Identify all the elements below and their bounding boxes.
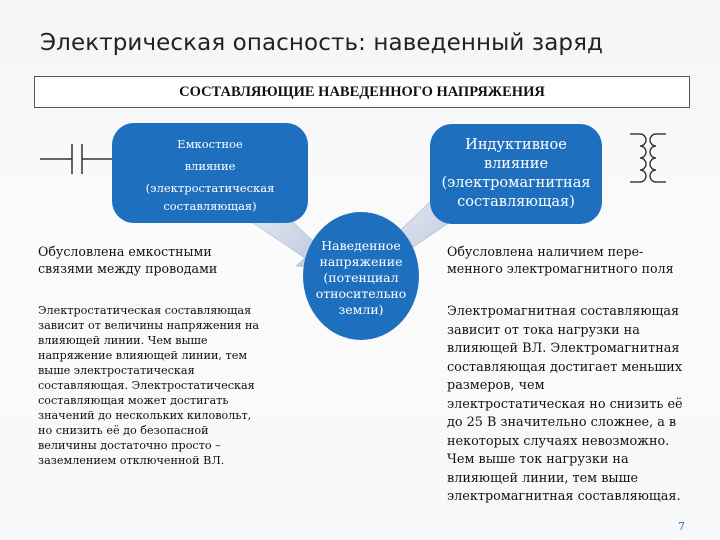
text-line: значений до нескольких киловольт, (38, 409, 252, 422)
inductor-icon (630, 134, 666, 182)
text-line: менного электромагнитного поля (447, 261, 674, 276)
induced-voltage-box (303, 212, 419, 340)
capacitive-line: влияние (184, 159, 236, 173)
inductive-line: Индуктивное (465, 137, 567, 153)
capacitive-cause-text (38, 243, 288, 277)
text-line: составляющая может достигать (38, 394, 229, 407)
electromagnetic-description (447, 303, 709, 507)
text-line: Электромагнитная составляющая (447, 304, 680, 319)
text-line: до 25 В значительно сложнее, а в (447, 415, 677, 430)
text-line: Обусловлена наличием пере- (447, 244, 644, 259)
induced-line: Наведенное (321, 238, 401, 253)
text-line: электростатическая но снизить её (447, 396, 683, 412)
text-line: влияющей ВЛ. Электромагнитная (447, 341, 680, 356)
inductive-influence-box (430, 124, 602, 224)
text-line: некоторых случаях невозможно. (447, 433, 670, 449)
page-number: 7 (678, 520, 685, 533)
capacitive-line: (электростатическая (145, 181, 275, 195)
text-line: зависит от тока нагрузки на (447, 322, 640, 338)
text-line: Электростатическая составляющая (38, 304, 252, 317)
text-line: зависит от величины напряжения на (38, 319, 260, 332)
electrostatic-description (38, 303, 288, 468)
text-line: выше электростатическая (38, 364, 195, 377)
header-label: СОСТАВЛЯЮЩИЕ НАВЕДЕННОГО НАПРЯЖЕНИЯ (179, 83, 545, 100)
induced-line: относительно (315, 286, 407, 301)
text-line: составляющая достигает меньших (447, 359, 683, 375)
induced-line: напряжение (319, 254, 403, 269)
text-line: влияющей линии. Чем выше (38, 334, 208, 347)
induced-line: (потенциал (323, 270, 399, 285)
text-line: связями между проводами (38, 261, 218, 276)
text-line: составляющая. Электростатическая (38, 379, 255, 392)
text-line: размеров, чем (447, 378, 545, 393)
inductive-line: составляющая) (457, 194, 575, 210)
text-line: влияющей линии, тем выше (447, 470, 639, 486)
text-line: напряжение влияющей линии, тем (38, 349, 248, 362)
inductive-line: (электромагнитная (441, 175, 591, 191)
text-line: Чем выше ток нагрузки на (447, 452, 629, 467)
text-line: заземлением отключенной ВЛ. (38, 454, 225, 467)
header-box (34, 76, 690, 108)
inductive-line: влияние (483, 156, 549, 172)
capacitor-icon (40, 144, 112, 174)
text-line: электромагнитная составляющая. (447, 489, 681, 504)
text-line: величины достаточно просто – (38, 439, 221, 452)
induced-line: земли) (338, 302, 384, 317)
inductive-cause-text (447, 243, 707, 277)
capacitive-influence-box (112, 123, 308, 223)
text-line: но снизить её до безопасной (38, 424, 209, 437)
capacitive-line: Емкостное (177, 137, 243, 151)
slide-title: Электрическая опасность: наведенный заряд (40, 30, 604, 56)
capacitive-line: составляющая) (163, 199, 257, 213)
text-line: Обусловлена емкостными (38, 244, 212, 259)
